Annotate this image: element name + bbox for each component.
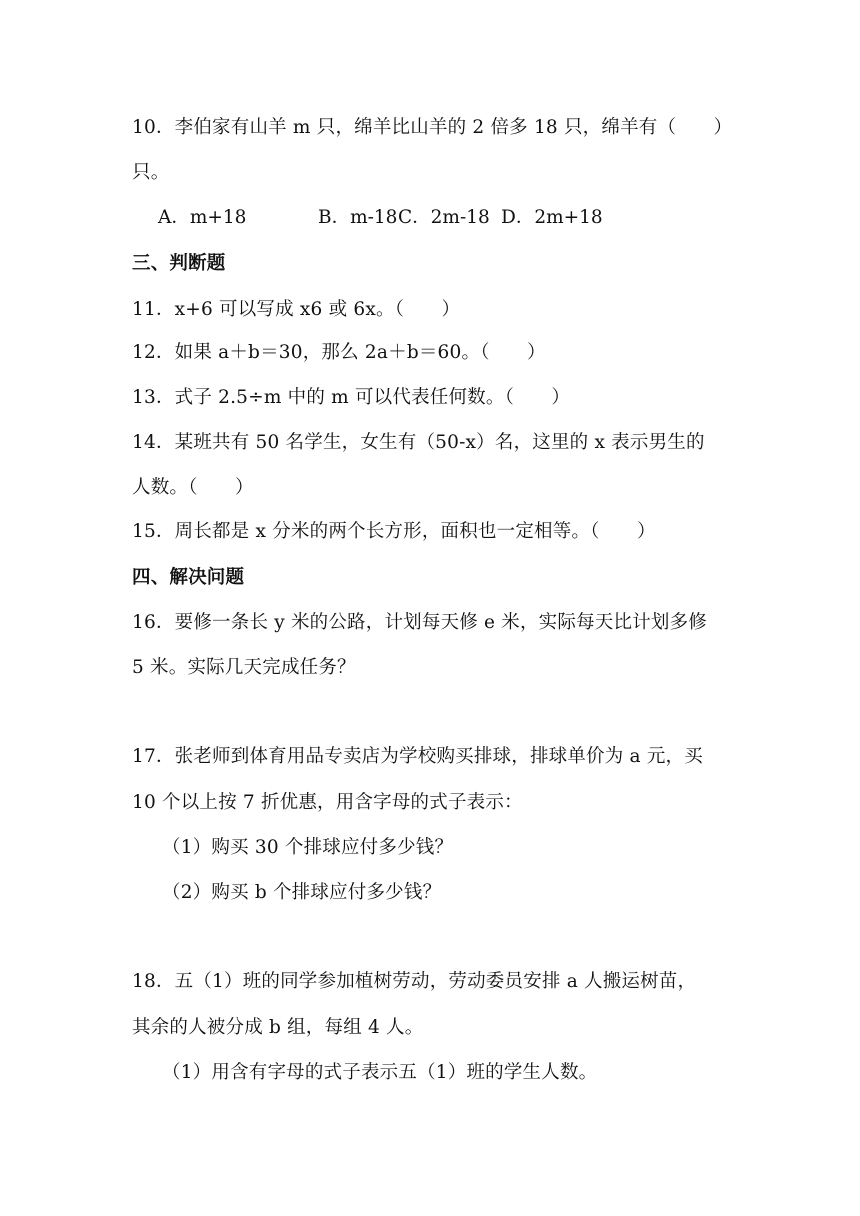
q16-text-line1: 16．要修一条长 y 米的公路，计划每天修 e 米，实际每天比计划多修 bbox=[132, 612, 707, 633]
q13-text: 13．式子 2.5÷m 中的 m 可以代表任何数。（ ） bbox=[132, 387, 571, 408]
q10-option-a: A．m+18 bbox=[158, 207, 247, 228]
q10-option-d: D．2m+18 bbox=[501, 207, 603, 228]
q10-stem-line2: 只。 bbox=[132, 162, 170, 183]
q14-text-line1: 14．某班共有 50 名学生，女生有（50-x）名，这里的 x 表示男生的 bbox=[132, 432, 705, 453]
q10-option-c: C．2m-18 bbox=[398, 207, 490, 228]
q10-stem-line1: 10．李伯家有山羊 m 只，绵羊比山羊的 2 倍多 18 只，绵羊有（ ） bbox=[132, 117, 733, 138]
q11-text: 11．x+6 可以写成 x6 或 6x。（ ） bbox=[132, 299, 461, 320]
q10-option-b: B．m-18 bbox=[318, 207, 398, 228]
q17-text-line1: 17．张老师到体育用品专卖店为学校购买排球，排球单价为 a 元，买 bbox=[132, 746, 703, 767]
q12-text: 12．如果 a＋b＝30，那么 2a＋b＝60。（ ） bbox=[132, 342, 546, 363]
q14-text-line2: 人数。（ ） bbox=[132, 477, 254, 498]
q15-text: 15．周长都是 x 分米的两个长方形，面积也一定相等。（ ） bbox=[132, 521, 656, 542]
q16-text-line2: 5 米。实际几天完成任务？ bbox=[132, 657, 356, 678]
q18-subquestion-1: （1）用含有字母的式子表示五（1）班的学生人数。 bbox=[162, 1062, 598, 1083]
section-heading-judgment: 三、判断题 bbox=[132, 253, 226, 274]
q17-subquestion-2: （2）购买 b 个排球应付多少钱？ bbox=[162, 882, 442, 903]
q18-text-line2: 其余的人被分成 b 组，每组 4 人。 bbox=[132, 1017, 424, 1038]
q18-text-line1: 18．五（1）班的同学参加植树劳动，劳动委员安排 a 人搬运树苗， bbox=[132, 971, 697, 992]
q17-subquestion-1: （1）购买 30 个排球应付多少钱？ bbox=[162, 837, 454, 858]
q17-text-line2: 10 个以上按 7 折优惠，用含字母的式子表示： bbox=[132, 792, 523, 813]
section-heading-problems: 四、解决问题 bbox=[132, 567, 245, 588]
